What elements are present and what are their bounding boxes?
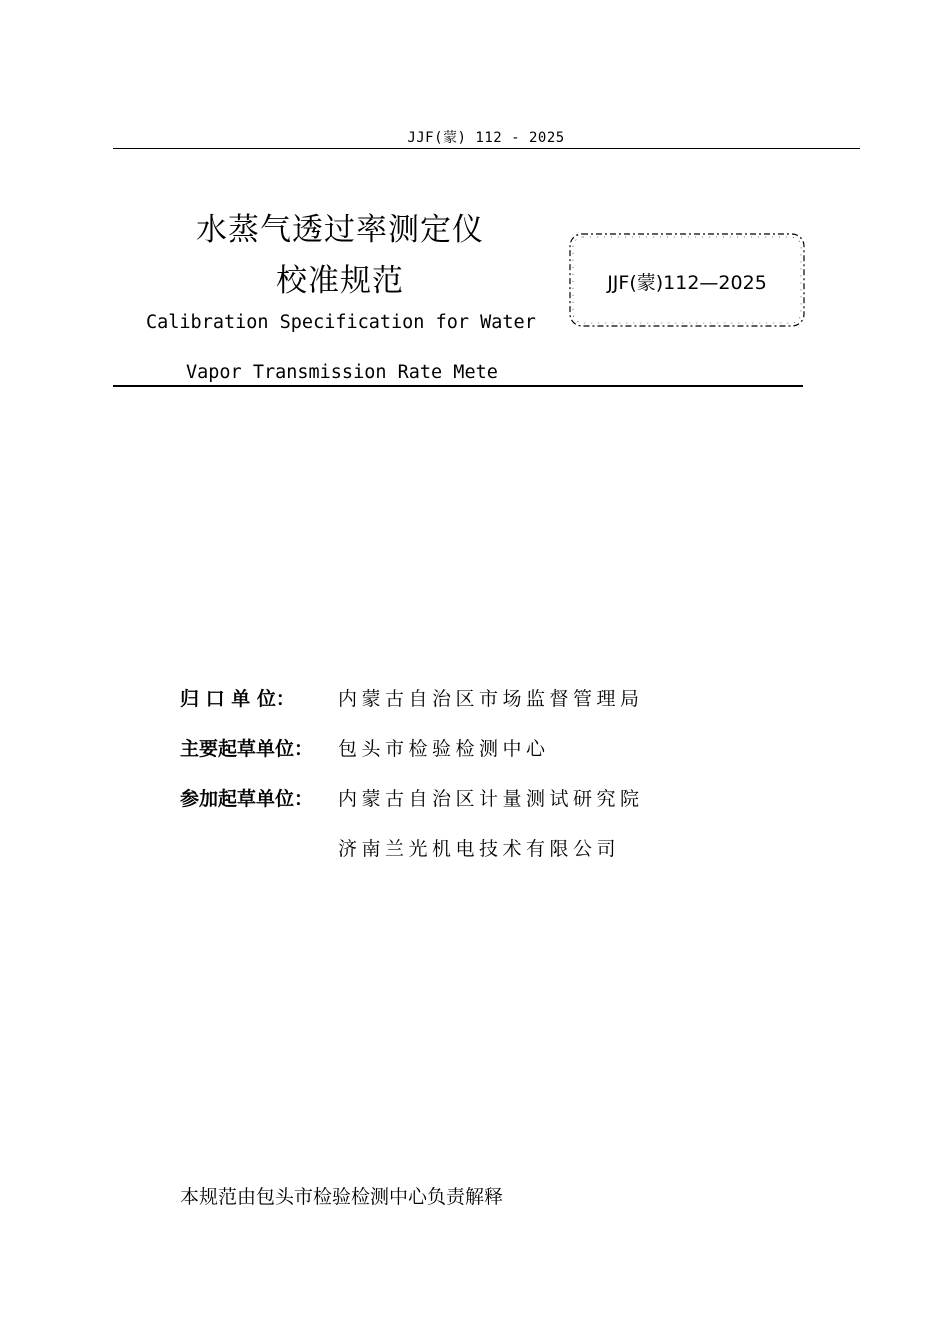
code-box (566, 230, 808, 330)
header-code: JJF(蒙) 112 - 2025 (407, 130, 565, 146)
org-row-participating-drafter (180, 784, 644, 811)
title-en-line1: Calibration Specification for Water (146, 312, 536, 333)
org-value: 包头市检验检测中心 (338, 738, 550, 760)
org-label: 主要起草单位： (180, 738, 314, 760)
org-value: 济南兰光机电技术有限公司 (338, 838, 621, 860)
title-cn-line2: 校准规范 (276, 263, 404, 299)
org-row-participating-drafter-2 (180, 834, 620, 861)
title-rule (113, 385, 803, 387)
title-cn-line1: 水蒸气透过率测定仪 (196, 212, 484, 248)
org-row-responsible (180, 684, 644, 711)
footer-note: 本规范由包头市检验检测中心负责解释 (180, 1186, 504, 1208)
code-box-text: JJF(蒙)112—2025 (607, 272, 767, 294)
org-row-main-drafter (180, 734, 550, 761)
org-label: 归 口 单 位： (180, 688, 295, 710)
org-value: 内蒙古自治区计量测试研究院 (338, 788, 644, 810)
title-en-line2: Vapor Transmission Rate Mete (186, 362, 498, 383)
header-rule (113, 148, 860, 149)
org-value: 内蒙古自治区市场监督管理局 (338, 688, 644, 710)
org-label: 参加起草单位： (180, 788, 314, 810)
